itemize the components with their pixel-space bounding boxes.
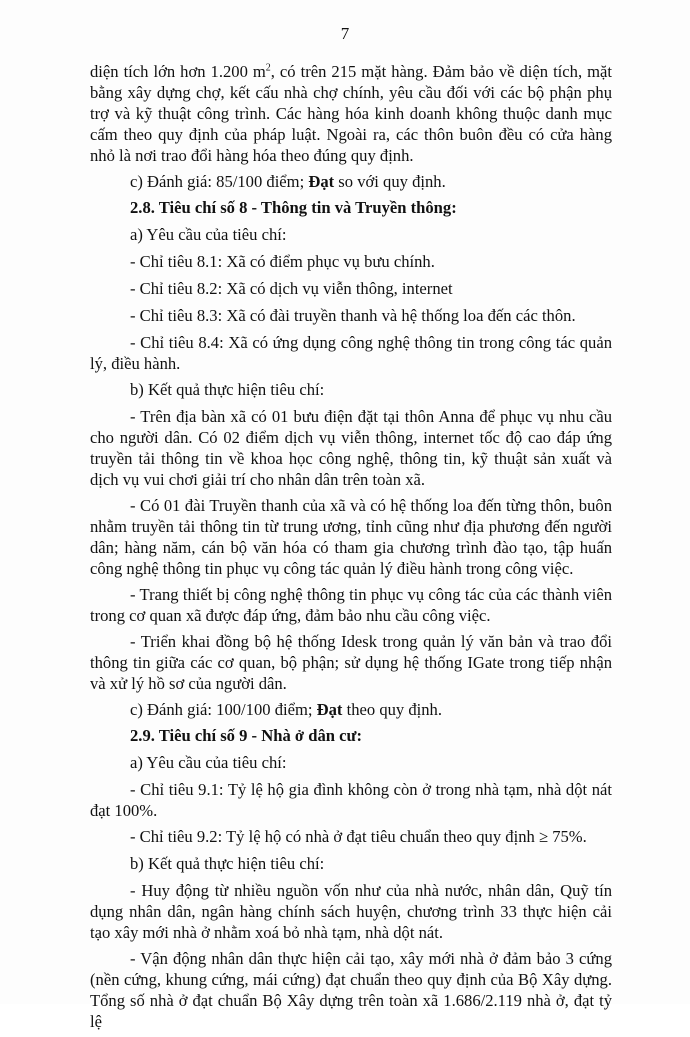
indicator-8-1: - Chỉ tiêu 8.1: Xã có điểm phục vụ bưu chính. — [130, 252, 435, 271]
result-bold: Đạt — [308, 172, 335, 191]
indicator-8-4: - Chỉ tiêu 8.4: Xã có ứng dụng công nghệ thông tin trong công tác quản lý, điều hành. — [90, 333, 612, 373]
indicator-9-2: - Chỉ tiêu 9.2: Tỷ lệ hộ có nhà ở đạt tiêu chuẩn theo quy định ≥ 75%. — [130, 827, 587, 846]
result-radio: - Có 01 đài Truyền thanh của xã và có hệ thống loa đến từng thôn, buôn nhằm truyền tải thông tin từ trung ương, tỉnh cũng như địa phương đến người dân; hàng năm, cán bộ văn hóa có tham gia chương trình đào tạo, tập huấn công nghệ thông tin phục vụ công tác quản lý điều hành trong công việc. — [90, 496, 612, 578]
text: so với quy định. — [334, 172, 446, 191]
superscript: 2 — [265, 62, 271, 74]
evaluation-criterion-7 — [90, 171, 612, 192]
indicator-8-3: - Chỉ tiêu 8.3: Xã có đài truyền thanh và hệ thống loa đến các thôn. — [130, 306, 576, 325]
result-label: b) Kết quả thực hiện tiêu chí: — [130, 380, 325, 399]
result-post-office: - Trên địa bàn xã có 01 bưu điện đặt tại thôn Anna để phục vụ nhu cầu cho người dân. Có 02 điểm dịch vụ viễn thông, internet tốc độ cao đáp ứng truyền tải thông tin về khoa học công nghệ, thông tin, kỹ thuật sản xuất và dịch vụ vui chơi giải trí cho nhân dân trên toàn xã. — [90, 407, 612, 489]
indicator-9-1: - Chỉ tiêu 9.1: Tỷ lệ hộ gia đình không còn ở trong nhà tạm, nhà dột nát đạt 100%. — [90, 780, 612, 820]
result-it-equipment: - Trang thiết bị công nghệ thông tin phục vụ công tác của các thành viên trong cơ quan xã được đáp ứng, đảm bảo nhu cầu công việc. — [90, 585, 612, 625]
text: theo quy định. — [342, 700, 443, 719]
result-label: b) Kết quả thực hiện tiêu chí: — [130, 854, 325, 873]
result-idesk-igate: - Triển khai đồng bộ hệ thống Idesk trong quản lý văn bản và trao đổi thông tin giữa các cơ quan, bộ phận; sử dụng hệ thống IGate trong tiếp nhận và xử lý hồ sơ của người dân. — [90, 632, 612, 693]
text: c) Đánh giá: 85/100 điểm; — [130, 172, 309, 191]
requirement-label: a) Yêu cầu của tiêu chí: — [130, 753, 287, 772]
page-number: 7 — [340, 24, 350, 43]
indicator-8-2: - Chỉ tiêu 8.2: Xã có dịch vụ viễn thông, internet — [130, 279, 453, 298]
evaluation-criterion-8 — [90, 699, 612, 720]
paragraph-market-continuation — [90, 61, 612, 166]
text: c) Đánh giá: 100/100 điểm; — [130, 700, 317, 719]
heading-criterion-9: 2.9. Tiêu chí số 9 - Nhà ở dân cư: — [130, 726, 362, 745]
result-bold: Đạt — [316, 700, 343, 719]
text: diện tích lớn hơn 1.200 m — [90, 62, 266, 81]
heading-criterion-8: 2.8. Tiêu chí số 8 - Thông tin và Truyền thông: — [130, 198, 457, 217]
text: , có trên 215 mặt hàng. Đảm bảo về diện tích, mặt bằng xây dựng chợ, kết cấu nhà chợ chính, yêu cầu đối với các bộ phận phụ trợ và kỹ thuật công trình. Các hàng hóa kinh doanh không thuộc danh mục cấm theo quy định của pháp luật. Ngoài ra, các thôn buôn đều có cửa hàng nhỏ là nơi trao đổi hàng hóa theo đúng quy định. — [90, 62, 612, 165]
result-housing-standard: - Vận động nhân dân thực hiện cải tạo, xây mới nhà ở đảm bảo 3 cứng (nền cứng, khung cứng, mái cứng) đạt chuẩn theo quy định của Bộ Xây dựng. Tổng số nhà ở đạt chuẩn Bộ Xây dựng trên toàn xã 1.686/2.119 nhà ở, đạt tỷ lệ — [90, 949, 612, 1031]
requirement-label: a) Yêu cầu của tiêu chí: — [130, 225, 287, 244]
result-housing-funding: - Huy động từ nhiều nguồn vốn như của nhà nước, nhân dân, Quỹ tín dụng nhân dân, ngân hàng chính sách huyện, chương trình 33 thực hiện cải tạo xây mới nhà ở nhằm xoá bỏ nhà tạm, nhà dột nát. — [90, 881, 612, 942]
document-body — [90, 61, 612, 1037]
